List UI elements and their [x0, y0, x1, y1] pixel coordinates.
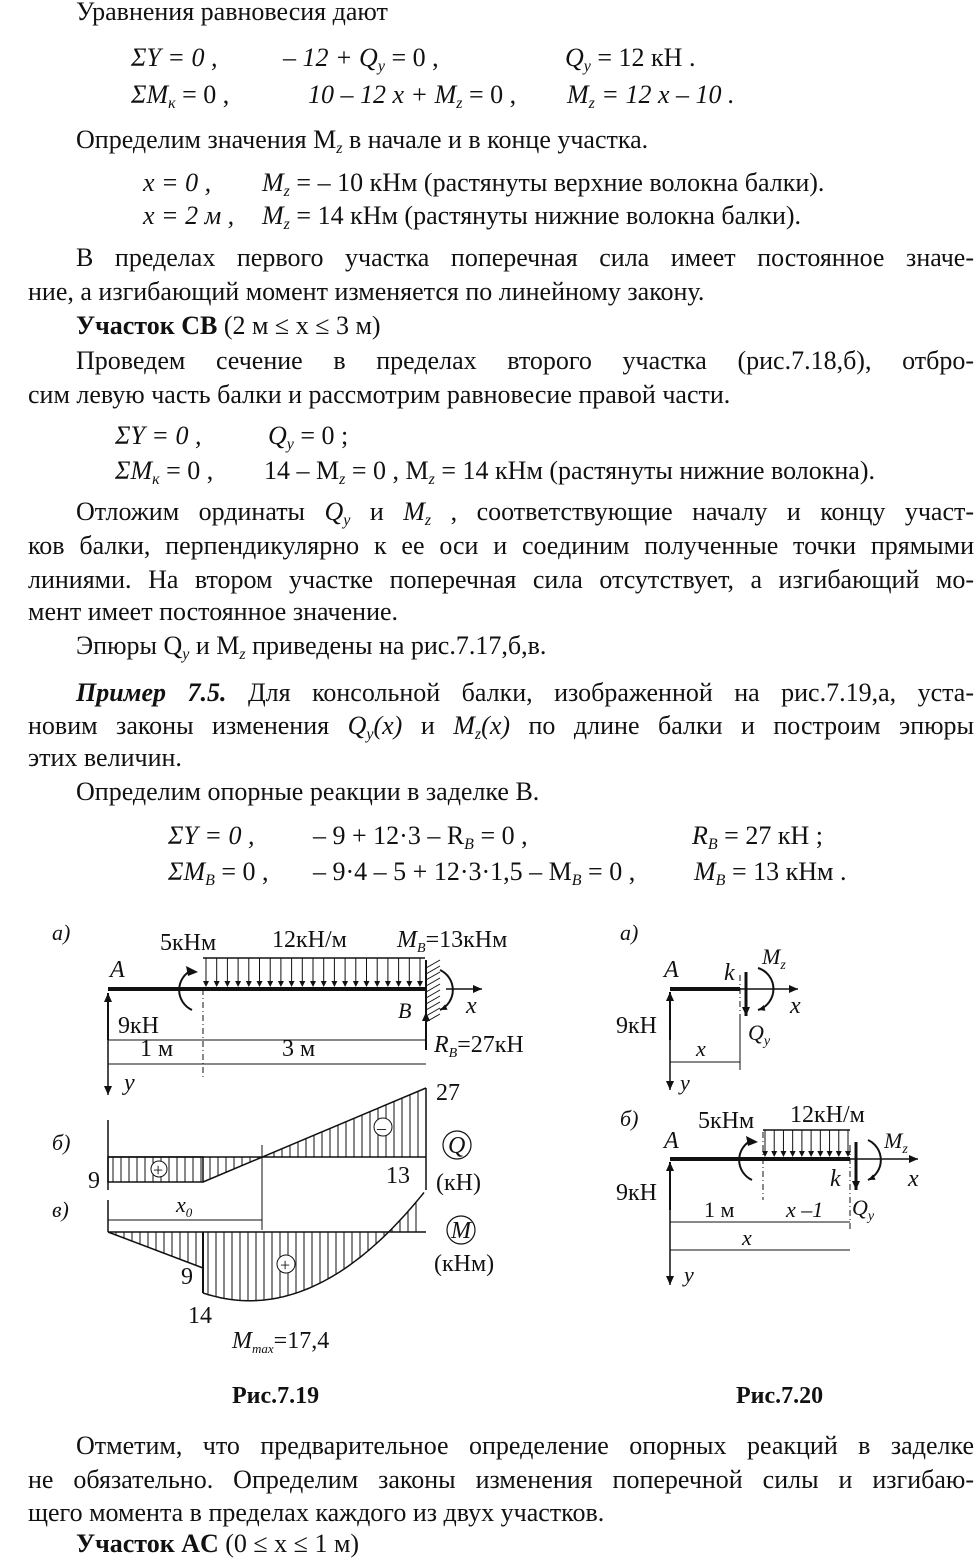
load-arrow-head	[289, 981, 295, 987]
minus-sign: –	[377, 1118, 386, 1138]
equation-sub: z	[336, 140, 343, 157]
load-arrow-head	[278, 981, 284, 987]
equation-part: = 12 кН .	[590, 43, 696, 72]
heading-text: Участок AC	[76, 1529, 219, 1558]
q-unit-label: (кН)	[436, 1170, 481, 1196]
equation-sub: z	[588, 95, 595, 112]
mz-label: $M_z$	[762, 944, 786, 973]
y-axis-label: y	[124, 1070, 135, 1096]
qy-label: $Q_y$	[748, 1020, 771, 1049]
load-arrow-head	[799, 1151, 805, 1157]
load-arrow-head	[364, 981, 370, 987]
equation-line	[694, 856, 846, 888]
dimension-x-label: x	[696, 1036, 706, 1061]
line-text: В пределах первого участка поперечная сила имеет постоянное значе-	[76, 243, 974, 272]
paragraph-line	[28, 742, 182, 774]
equation-part: = 0 ;	[293, 421, 349, 450]
paragraph-line	[28, 379, 730, 411]
force-label: 9кН	[616, 1013, 657, 1039]
equation-part: = 0 ,	[473, 821, 528, 850]
moment-arrow	[868, 1140, 881, 1180]
x0-label: $x_0$	[176, 1192, 193, 1220]
line-text: Определим опорные реакции в заделке B.	[76, 777, 540, 806]
text-line	[76, 0, 388, 28]
q-value-27: 27	[436, 1080, 460, 1106]
load-arrow-head	[780, 1151, 786, 1157]
line-text: Отметим, что предварительное определение опорных реакций в заделке	[76, 1431, 974, 1460]
x-axis-label: x	[908, 1166, 919, 1192]
load-arrow-head	[203, 981, 209, 987]
reaction-label: $R_B=27кН$	[434, 1032, 524, 1061]
load-arrow-head	[417, 981, 423, 987]
load-arrow-head	[214, 981, 220, 987]
load-arrow-head	[235, 981, 241, 987]
line-text: ние, а изгибающий момент изменяется по линейному закону.	[28, 277, 705, 306]
equation-sub: z	[239, 646, 246, 663]
span-label: x –1	[786, 1197, 824, 1222]
paragraph-line	[28, 677, 974, 709]
load-arrow-head	[771, 1151, 777, 1157]
equation-line	[143, 200, 234, 232]
example-heading: Пример 7.5.	[76, 678, 227, 707]
x-axis-label: x	[790, 993, 801, 1019]
equation-line	[313, 856, 635, 888]
load-arrow-head	[808, 1151, 814, 1157]
q-value-9: 9	[88, 1168, 100, 1194]
load-arrow-head	[257, 981, 263, 987]
equation-line	[143, 167, 211, 199]
m-symbol-label: M	[451, 1218, 471, 1244]
equation-line	[567, 79, 735, 111]
moment-label: 5кНм	[160, 930, 217, 956]
equation-sub: y	[377, 58, 385, 75]
load-arrow-head	[790, 1151, 796, 1157]
equation-sub: к	[152, 471, 160, 488]
heading-range: (0 ≤ x ≤ 1 м)	[218, 1529, 360, 1558]
load-arrow-head	[836, 1151, 842, 1157]
equation-sub: B	[205, 872, 215, 889]
load-arrow-head	[246, 981, 252, 987]
paragraph-line	[28, 564, 974, 596]
text-line	[76, 630, 546, 662]
load-arrow-head	[817, 1151, 823, 1157]
equation-part: = 14 кНм (растянуты нижние волокна балки).	[289, 201, 802, 230]
mb-label: $M_B=13кНм$	[397, 927, 508, 956]
line-text: Отложим ординаты $Q_y$ и $M_z$ , соответствующие началу и концу участ-	[76, 497, 975, 529]
heading-range: (2 м ≤ x ≤ 3 м)	[217, 311, 381, 340]
equation-line	[168, 856, 269, 888]
equation-sub: B	[464, 836, 474, 853]
subfig-label-b: б)	[52, 1130, 71, 1155]
equation-part: = 0 ,	[159, 456, 214, 485]
point-b-label: B	[398, 998, 412, 1023]
equation-sub: B	[571, 872, 582, 889]
paragraph-line	[28, 710, 974, 742]
y-axis-label: y	[680, 1070, 690, 1095]
moment-label: 5кНм	[698, 1108, 755, 1134]
point-a-label: A	[110, 957, 125, 983]
fixed-support	[426, 960, 446, 1022]
heading-text: Участок CB	[76, 311, 218, 340]
equation-part: ΣY = 0 ,	[131, 43, 218, 72]
paragraph-line	[28, 1430, 974, 1462]
equation-part: x = 0 ,	[143, 168, 212, 197]
equation-part: = 0 ,	[462, 80, 517, 109]
distributed-load	[203, 958, 425, 987]
line-text: Проведем сечение в пределах второго участка (рис.7.18,б), отбро-	[76, 346, 974, 375]
x-axis-label: x	[466, 993, 477, 1019]
equation-part: = 27 кН ;	[717, 821, 823, 850]
line-text: щего момента в пределах каждого из двух участков.	[28, 1498, 605, 1527]
load-arrow-head	[406, 981, 412, 987]
equation-part: ΣM	[168, 857, 206, 886]
mmax-label: $M_{max}=17,4$	[232, 1328, 330, 1356]
equation-line	[168, 820, 254, 852]
equation-part: R	[692, 821, 708, 850]
line-text: приведены на рис.7.17,б,в.	[245, 631, 547, 660]
equation-part: Q	[268, 421, 287, 450]
equation-line	[131, 79, 229, 111]
text-line	[76, 124, 648, 156]
qy-label: $Q_y$	[852, 1195, 875, 1224]
moment-arrowhead	[746, 1136, 758, 1146]
force-label: 9кН	[118, 1013, 159, 1039]
section-heading	[76, 1528, 359, 1560]
load-arrow-head	[342, 981, 348, 987]
equation-part: = 0 ,	[384, 43, 439, 72]
equation-sub: y	[182, 646, 190, 663]
line-text: в начале и в конце участка.	[342, 125, 649, 154]
subfig-label-a: а)	[52, 920, 71, 945]
paragraph-line	[28, 242, 974, 274]
equation-sub: z	[283, 216, 290, 233]
line-text: и M	[189, 631, 240, 660]
plus-sign: +	[280, 1255, 291, 1275]
equation-part: = 13 кНм .	[725, 857, 847, 886]
equation-line	[283, 42, 439, 74]
equation-part: = 0 ,	[581, 857, 636, 886]
equation-part: = 14 кНм (растянуты нижние волокна).	[434, 456, 875, 485]
moment-arrowhead	[186, 966, 198, 976]
equation-part: – 9 + 12·3 – R	[313, 821, 465, 850]
load-arrow-head	[385, 981, 391, 987]
equation-sub: z	[428, 471, 435, 488]
subfig-label-v: в)	[52, 1197, 69, 1222]
equation-sub: z	[456, 95, 463, 112]
span-label: 1 м	[140, 1036, 174, 1062]
load-arrow-head	[353, 981, 359, 987]
line-text: Уравнения равновесия дают	[76, 0, 388, 26]
equation-part: = 0 ,	[175, 80, 230, 109]
load-arrow-head	[827, 1151, 833, 1157]
paragraph-line	[28, 1464, 974, 1496]
subfig-label-b: б)	[620, 1106, 639, 1131]
load-label: 12кН/м	[790, 1102, 865, 1128]
equation-part: M	[694, 857, 716, 886]
equation-part: ΣM	[131, 80, 169, 109]
section-k-label: k	[724, 960, 735, 986]
equation-line	[268, 420, 348, 452]
equation-line	[131, 42, 217, 74]
load-arrow-head	[267, 981, 273, 987]
equation-part: M	[567, 80, 589, 109]
figure-7-19	[0, 900, 620, 1420]
paragraph-line	[28, 345, 974, 377]
paragraph-line	[28, 530, 974, 562]
q-value-13: 13	[386, 1163, 410, 1189]
equation-part: – 9·4 – 5 + 12·3·1,5 – M	[313, 857, 572, 886]
m-unit-label: (кНм)	[434, 1251, 495, 1277]
figure-caption: Рис.7.19	[232, 1383, 320, 1409]
paragraph-line	[28, 596, 398, 628]
equation-line	[692, 820, 823, 852]
line-text: мент имеет постоянное значение.	[28, 597, 399, 626]
equation-sub: B	[715, 872, 726, 889]
equation-sub: y	[583, 58, 591, 75]
figure-caption: Рис.7.20	[736, 1383, 824, 1409]
y-axis-label: y	[684, 1262, 694, 1287]
paragraph-line	[28, 276, 704, 308]
line-text: линиями. На втором участке поперечная сила отсутствует, а изгибающий мо-	[28, 565, 974, 594]
paragraph-line	[28, 1497, 604, 1529]
distributed-load	[762, 1130, 851, 1157]
equation-part: x = 2 м ,	[143, 201, 235, 230]
equation-line	[262, 200, 801, 232]
text-line	[76, 776, 539, 808]
equation-sub: z	[283, 183, 290, 200]
equation-part: ΣY = 0 ,	[115, 421, 202, 450]
equation-part: M	[262, 201, 284, 230]
equation-part: 14 – M	[264, 456, 340, 485]
equation-part: = 0 ,	[214, 857, 269, 886]
section-heading	[76, 310, 381, 342]
equation-line	[308, 79, 516, 111]
load-arrow-head	[224, 981, 230, 987]
equation-part: = 0 , M	[345, 456, 429, 485]
equation-line	[565, 42, 695, 74]
point-a-label: A	[664, 1128, 679, 1154]
equation-part: = 12 x – 10 .	[594, 80, 735, 109]
line-text: Эпюры Q	[76, 631, 183, 660]
equation-part: = – 10 кНм (растянуты верхние волокна балки).	[289, 168, 825, 197]
load-arrow-head	[396, 981, 402, 987]
span-label: 3 м	[282, 1036, 316, 1062]
paragraph-line	[28, 496, 974, 528]
load-arrow-head	[331, 981, 337, 987]
equation-sub: y	[286, 436, 294, 453]
load-arrow-head	[310, 981, 316, 987]
mz-label: $M_z$	[884, 1128, 908, 1157]
equation-part: ΣY = 0 ,	[168, 821, 255, 850]
equation-part: M	[262, 168, 284, 197]
m-value-9: 9	[181, 1264, 193, 1290]
subfig-label-a: а)	[620, 920, 639, 945]
line-text: ков балки, перпендикулярно к ее оси и соединим полученные точки прямыми	[28, 531, 974, 560]
load-arrow-head	[374, 981, 380, 987]
load-arrow-head	[299, 981, 305, 987]
span-label: 1 м	[704, 1197, 735, 1222]
force-label: 9кН	[616, 1180, 657, 1206]
line-text: новим законы изменения $Q_y(x)$ и $M_z(x)$ по длине балки и построим эпюры	[28, 711, 974, 743]
m-value-14: 14	[188, 1303, 212, 1329]
load-label: 12кН/м	[272, 927, 347, 953]
q-symbol-label: Q	[448, 1133, 466, 1159]
line-text: не обязательно. Определим законы изменения поперечной силы и изгибаю-	[28, 1465, 974, 1494]
line-text: сим левую часть балки и рассмотрим равновесие правой части.	[28, 380, 731, 409]
equation-line	[115, 455, 213, 487]
equation-line	[262, 167, 824, 199]
equation-sub: z	[339, 471, 346, 488]
equation-part: – 12 + Q	[283, 43, 378, 72]
equation-part: ΣM	[115, 456, 153, 485]
load-arrow-head	[321, 981, 327, 987]
line-text: Определим значения M	[76, 125, 337, 154]
figure-7-20	[600, 900, 979, 1420]
equation-line	[313, 820, 528, 852]
line-text: этих величин.	[28, 743, 182, 772]
equation-line	[264, 455, 875, 487]
plus-sign: +	[153, 1160, 164, 1180]
equation-sub: B	[707, 836, 718, 853]
equation-sub: к	[168, 95, 176, 112]
equation-part: Q	[565, 43, 584, 72]
equation-part: 10 – 12 x + M	[308, 80, 457, 109]
line-text: Для консольной балки, изображенной на рис.7.19,а, уста-	[226, 678, 974, 707]
dimension-x-label: x	[742, 1225, 752, 1250]
section-k-label: k	[830, 1166, 841, 1192]
m-diagram	[108, 1193, 426, 1301]
point-a-label: A	[664, 957, 679, 983]
equation-line	[115, 420, 201, 452]
